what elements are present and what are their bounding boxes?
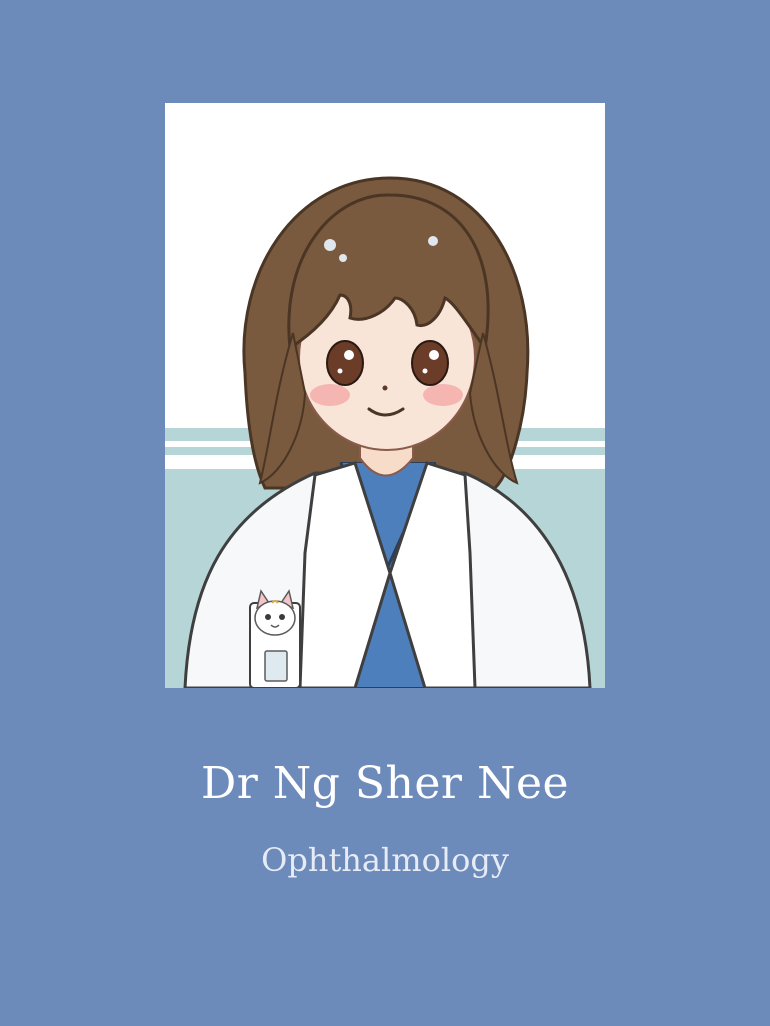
doctor-avatar-illustration bbox=[165, 103, 605, 688]
doctor-specialty: Ophthalmology bbox=[261, 841, 509, 879]
doctor-portrait bbox=[165, 103, 605, 688]
doctor-name: Dr Ng Sher Nee bbox=[200, 758, 570, 809]
